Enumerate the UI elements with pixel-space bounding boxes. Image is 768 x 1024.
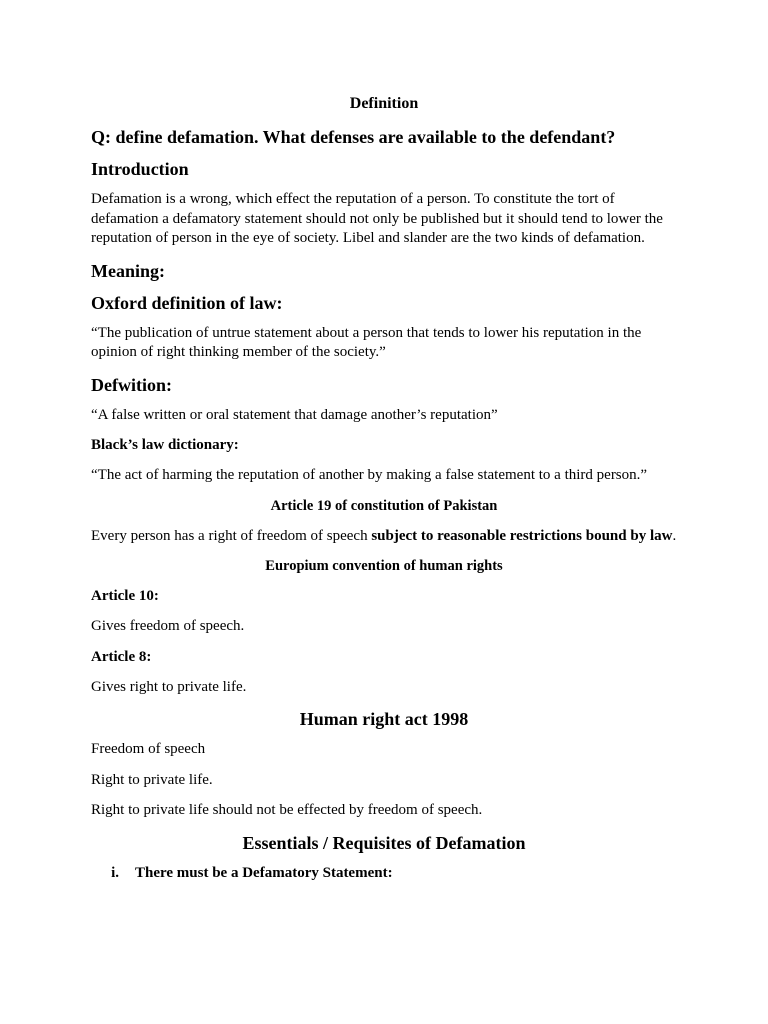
introduction-paragraph: Defamation is a wrong, which effect the reputation of a person. To constitute the tort of defamation a defamatory statement should not only be published but it should tend to lower the reputation of person in the eye of society. Libel and slander are the two kinds of defamation. [91,191,663,246]
oxford-definition-heading: Oxford definition of law: [91,292,283,313]
list-item-number: i. [111,864,119,881]
article-8-heading: Article 8: [91,648,152,665]
document-page [91,94,677,883]
article-10-heading: Article 10: [91,588,159,604]
blacks-law-quote: “The act of harming the reputation of another by making a false statement to a third person.” [91,467,648,483]
essentials-heading: Essentials / Requisites of Defamation [242,832,526,853]
article-19-heading: Article 19 of constitution of Pakistan [270,497,498,514]
list-item-text: There must be a Defamatory Statement: [135,864,393,881]
article-10-text: Gives freedom of speech. [91,618,245,634]
meaning-heading: Meaning: [91,260,165,281]
article-19-text-bold: subject to reasonable restrictions bound by law [371,527,673,544]
hra-item-freedom-of-speech: Freedom of speech [91,741,206,757]
article-19-text-end: . [672,527,677,544]
europium-convention-heading: Europium convention of human rights [265,558,503,574]
blacks-law-heading: Black’s law dictionary: [91,437,239,453]
defwition-heading: Defwition: [91,374,172,395]
article-19-paragraph [91,527,677,547]
list-item [91,864,677,883]
document-title: Definition [349,95,419,112]
hra-item-private-life-not-effected: Right to private life should not be effected by freedom of speech. [91,802,483,818]
question-heading: Q: define defamation. What defenses are available to the defendant? [91,127,616,147]
article-8-text: Gives right to private life. [91,678,247,695]
oxford-definition-quote: “The publication of untrue statement about a person that tends to lower his reputation in the opinion of right thinking member of the society.” [91,324,642,360]
defwition-quote: “A false written or oral statement that damage another’s reputation” [91,406,498,423]
article-19-text-plain: Every person has a right of freedom of speech [91,527,372,544]
introduction-heading: Introduction [91,159,189,179]
human-right-act-heading: Human right act 1998 [299,709,469,729]
hra-item-right-to-private-life: Right to private life. [91,771,213,788]
